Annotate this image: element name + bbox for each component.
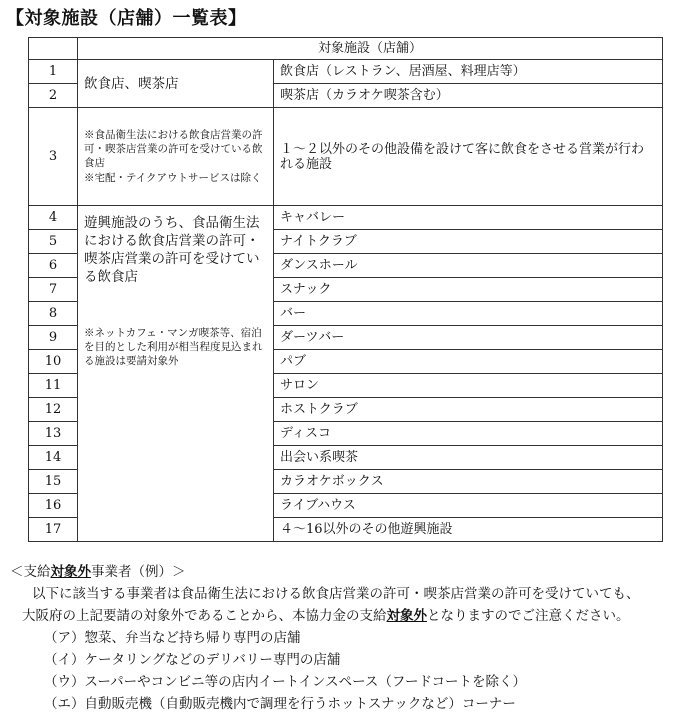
facility-cell: スナック [274,278,663,302]
facility-cell: 出会い系喫茶 [274,446,663,470]
table-row [29,108,663,206]
facility-cell: 飲食店（レストラン、居酒屋、料理店等） [274,60,663,84]
category-cell-entertainment [78,206,274,542]
excluded-section [10,561,690,715]
row-number: 8 [29,302,78,326]
row-number: 10 [29,350,78,374]
row-number: 16 [29,494,78,518]
row-number: 6 [29,254,78,278]
heading-suffix: 事業者（例）＞ [91,564,186,580]
excluded-item: （ア）惣菜、弁当など持ち帰り専門の店舗 [44,630,301,646]
facility-cell: ホストクラブ [274,398,663,422]
facility-cell: ディスコ [274,422,663,446]
paragraph-suffix: となりますのでご注意ください。 [427,608,630,624]
category-cell-dining [78,60,274,108]
row-number: 14 [29,446,78,470]
excluded-item: （エ）自動販売機（自動販売機内で調理を行うホットスナックなど）コーナー [44,696,516,712]
table-row [29,60,663,84]
facility-cell: ナイトクラブ [274,230,663,254]
row-number: 11 [29,374,78,398]
facility-cell: サロン [274,374,663,398]
facility-table [28,37,663,542]
note-takeout: ※宅配・テイクアウトサービスは除く [84,172,262,184]
heading-emphasis: 対象外 [50,564,91,580]
row-number: 15 [29,470,78,494]
table-row [29,206,663,230]
facility-cell: ライブハウス [274,494,663,518]
facility-cell: バー [274,302,663,326]
facility-cell: パブ [274,350,663,374]
excluded-item: （イ）ケータリングなどのデリバリー専門の店舗 [44,652,341,668]
note-net-cafe: ※ネットカフェ・マンガ喫茶等、宿泊を目的とした利用が相当程度見込まれる施設は要請対象外 [84,327,263,367]
row-number: 13 [29,422,78,446]
paragraph-prefix: 大阪府の上記要請の対象外であることから、本協力金の支給 [22,608,387,624]
facility-cell: キャバレー [274,206,663,230]
row-number: 9 [29,326,78,350]
excluded-item: （ウ）スーパーやコンビニ等の店内イートインスペース（フードコートを除く） [44,674,526,690]
facility-cell: カラオケボックス [274,470,663,494]
category-label: 遊興施設のうち、食品衛生法における飲食店営業の許可・喫茶店営業の許可を受けている飲食店 [84,215,260,285]
note-license: ※食品衛生法における飲食店営業の許可・喫茶店営業の許可を受けている飲食店 [84,129,263,169]
row-number: 7 [29,278,78,302]
excluded-paragraph-1: 以下に該当する事業者は食品衛生法における飲食店営業の許可・喫茶店営業の許可を受けていても、 [32,586,640,602]
row-number: 2 [29,84,78,108]
paragraph-emphasis: 対象外 [386,608,427,624]
page-title: 【対象施設（店舗）一覧表】 [6,8,247,29]
row-number: 5 [29,230,78,254]
excluded-paragraph-2 [10,605,690,627]
row-number: 1 [29,60,78,84]
row-number: 4 [29,206,78,230]
facility-cell: ダンスホール [274,254,663,278]
table-header-row [29,38,663,60]
category-label: 飲食店、喫茶店 [84,75,179,92]
facility-cell: ４～16以外のその他遊興施設 [274,518,663,542]
row-number: 3 [29,108,78,206]
excluded-heading [10,561,690,583]
facility-cell: 喫茶店（カラオケ喫茶含む） [274,84,663,108]
category-cell-notes [78,108,274,206]
heading-prefix: ＜支給 [10,564,51,580]
header-blank-cell [29,38,78,60]
facility-cell: １～２以外のその他設備を設けて客に飲食をさせる営業が行われる施設 [274,108,663,206]
row-number: 12 [29,398,78,422]
row-number: 17 [29,518,78,542]
facility-cell: ダーツバー [274,326,663,350]
table-header: 対象施設（店舗） [78,38,663,60]
